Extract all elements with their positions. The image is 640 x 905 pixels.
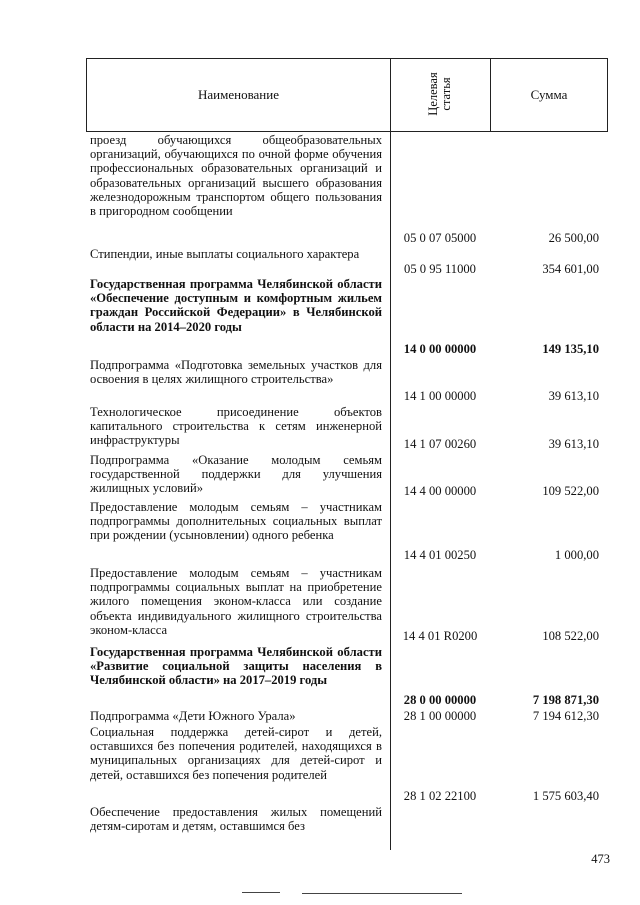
row-9-sum: 7 198 871,30 [532, 693, 599, 707]
row-10-sum: 7 194 612,30 [532, 709, 599, 723]
row-7-name: Предоставление молодым семьям – участникам подпрограммы дополнительных социальных выплат при рождении (усыновлении) одного ребенка [90, 500, 382, 543]
header-code-line1: Целевая [426, 72, 440, 116]
column-divider-1 [390, 58, 391, 850]
row-2-code: 05 0 95 11000 [404, 262, 476, 276]
row-9-name: Государственная программа Челябинской области «Развитие социальной защиты населения в Челябинской области» на 2017–2019 годы [90, 645, 382, 688]
row-11-sum: 1 575 603,40 [532, 789, 599, 803]
row-9-code: 28 0 00 00000 [403, 693, 477, 707]
row-1-name: проезд обучающихся общеобразовательных организаций, обучающихся по очной форме обучения профессиональных образовательных организаций и образовательных организаций высшего образования железнодорожным транспортом общего пользования в пригородном сообщении [90, 133, 382, 219]
row-8-sum: 108 522,00 [542, 629, 599, 643]
row-5-name: Технологическое присоединение объектов капитального строительства к сетям инженерной инфраструктуры [90, 405, 382, 448]
row-4-code: 14 1 00 00000 [403, 389, 477, 403]
row-6-code: 14 4 00 00000 [403, 484, 477, 498]
row-3-name: Государственная программа Челябинской области «Обеспечение доступным и комфортным жильем граждан Российской Федерации» в Челябинской области на 2014–2020 годы [90, 277, 382, 334]
row-4-name: Подпрограмма «Подготовка земельных участков для освоения в целях жилищного строительства» [90, 358, 382, 387]
row-7-code: 14 4 01 00250 [403, 548, 477, 562]
row-3-code: 14 0 00 00000 [403, 342, 477, 356]
row-1-code: 05 0 07 05000 [403, 231, 477, 245]
row-11-name: Социальная поддержка детей-сирот и детей, оставшихся без попечения родителей, находящихся в муниципальных организациях для детей-сирот и детей, оставшихся без попечения родителей [90, 725, 382, 782]
header-sum: Сумма [530, 86, 568, 102]
header-code-line2: статья [439, 77, 453, 111]
row-4-sum: 39 613,10 [548, 389, 599, 403]
header-code [390, 58, 490, 131]
row-5-code: 14 1 07 00260 [403, 437, 477, 451]
row-12-name: Обеспечение предоставления жилых помещений детям-сиротам и детям, оставшимся без [90, 805, 382, 834]
row-7-sum: 1 000,00 [554, 548, 599, 562]
scan-artifact-line [302, 893, 462, 894]
row-10-name: Подпрограмма «Дети Южного Урала» [90, 709, 296, 723]
row-10-code: 28 1 00 00000 [403, 709, 477, 723]
row-8-code: 14 4 01 R0200 [402, 629, 478, 643]
row-2-sum: 354 601,00 [542, 262, 599, 276]
page-number: 473 [591, 852, 610, 866]
row-6-name: Подпрограмма «Оказание молодым семьям государственной поддержки для улучшения жилищных условий» [90, 453, 382, 496]
row-2-name: Стипендии, иные выплаты социального характера [90, 247, 360, 261]
row-6-sum: 109 522,00 [542, 484, 599, 498]
header-bottom-border [86, 131, 608, 132]
table-right-border [607, 58, 608, 132]
row-11-code: 28 1 02 22100 [403, 789, 477, 803]
row-1-sum: 26 500,00 [548, 231, 599, 245]
row-8-name: Предоставление молодым семьям – участникам подпрограммы социальных выплат на приобретение жилого помещения эконом-класса или создание объекта индивидуального жилищного строительства эконом-класса [90, 566, 382, 637]
row-5-sum: 39 613,10 [548, 437, 599, 451]
row-3-sum: 149 135,10 [542, 342, 599, 356]
scan-artifact-line [242, 892, 280, 893]
header-name: Наименование [198, 86, 279, 102]
